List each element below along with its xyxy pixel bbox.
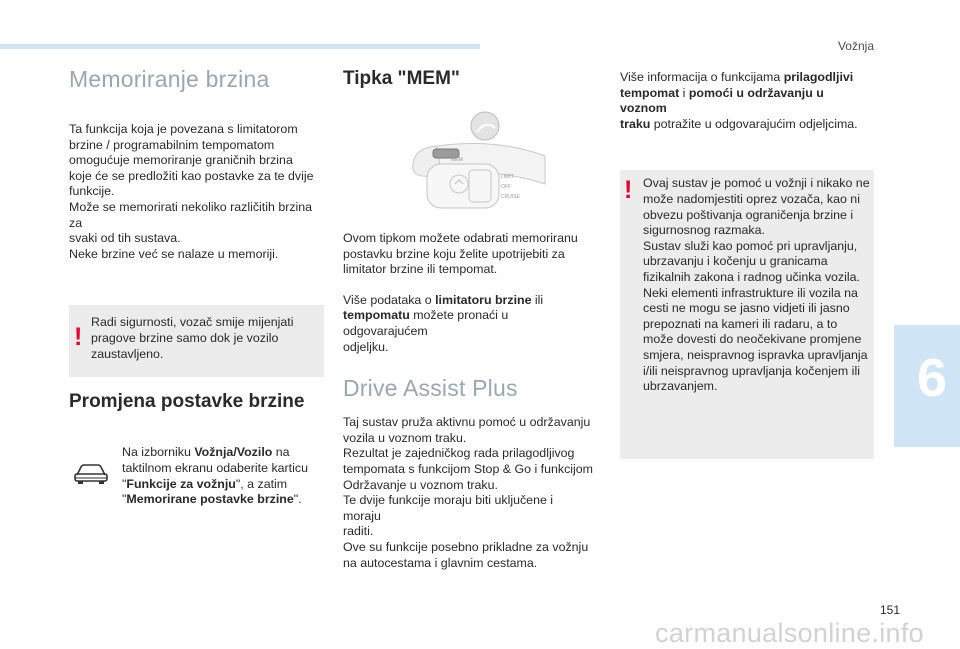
text-line: svaki od tih sustava. bbox=[69, 231, 181, 246]
text-line: Taj sustav pruža aktivnu pomoć u održavanju bbox=[343, 415, 591, 430]
text-line: Sustav služi kao pomoć pri upravljanju, bbox=[643, 238, 858, 253]
text-line: vozila u voznom traku. bbox=[343, 430, 467, 445]
drive-assist-paragraph bbox=[343, 415, 593, 571]
mem-description bbox=[343, 231, 593, 278]
text-line bbox=[122, 492, 327, 508]
text-line bbox=[122, 477, 327, 493]
watermark: carmanualsonline.info bbox=[655, 618, 924, 648]
text-line bbox=[343, 308, 593, 339]
column-speed-memory bbox=[69, 64, 324, 515]
text-run: ili bbox=[531, 292, 544, 307]
menu-name: Vožnja/Vozilo bbox=[194, 445, 273, 460]
text-run: možete pronaći u odgovarajućem bbox=[343, 308, 509, 338]
intro-paragraph bbox=[69, 122, 324, 262]
column-more-info bbox=[620, 64, 874, 459]
text-run: " bbox=[122, 476, 127, 491]
column-mem-button bbox=[343, 64, 593, 571]
mem-label: MEM bbox=[451, 157, 463, 163]
term-cruise: tempomat bbox=[620, 85, 680, 100]
text-line: može nadomjestiti oprez vozača, kao ni bbox=[643, 191, 860, 206]
car-icon bbox=[73, 461, 109, 485]
text-line: prepoznati na kameri ili radaru, a to bbox=[643, 316, 838, 331]
text-line: Neki elementi infrastrukture ili vozila na bbox=[643, 285, 858, 300]
text-run: Na izborniku bbox=[122, 445, 195, 460]
text-line: koje će se predložiti kao postavke za te dvije bbox=[69, 168, 314, 183]
limit-label: LIMIT bbox=[501, 174, 514, 180]
text-line: ubrzavanjem. bbox=[643, 379, 718, 394]
text-line: cesti ne mogu se jasno vidjeti ili jasno bbox=[643, 301, 850, 316]
page-number: 151 bbox=[880, 603, 901, 617]
instruction-text bbox=[122, 445, 327, 507]
text-line: zaustavljeno. bbox=[91, 346, 164, 361]
text-line: limitator brzine ili tempomat. bbox=[343, 262, 498, 277]
text-line: fizikalnih zakona i radnog učinka vozila. bbox=[643, 269, 860, 284]
chapter-tab bbox=[894, 325, 960, 447]
instruction-block bbox=[69, 445, 324, 515]
off-label: OFF bbox=[501, 184, 511, 190]
text-line: postavku brzine koju želite upotrijebiti za bbox=[343, 246, 565, 261]
section-label: Vožnja bbox=[837, 39, 874, 53]
heading-change-speed-setting: Promjena postavke brzine bbox=[69, 391, 305, 413]
text-line: na autocestama i glavnim cestama. bbox=[343, 555, 538, 570]
text-run: na bbox=[272, 445, 290, 460]
term-adaptive: prilagodljivi bbox=[783, 70, 854, 84]
text-run: ". bbox=[293, 492, 302, 507]
text-line bbox=[122, 445, 327, 461]
heading-mem-button: Tipka "MEM" bbox=[343, 68, 460, 89]
text-run: potražite u odgovarajućim odjeljcima. bbox=[650, 116, 858, 131]
text-line: Ta funkcija koja je povezana s limitatorom bbox=[69, 122, 298, 136]
driving-aid-warning-box bbox=[620, 170, 874, 459]
heading-speed-memory: Memoriranje brzina bbox=[69, 66, 270, 92]
text-line: tempomata s funkcijom Stop & Go i funkcijom bbox=[343, 461, 593, 476]
text-line: sigurnosnog razmaka. bbox=[643, 223, 765, 238]
chapter-number: 6 bbox=[917, 348, 948, 408]
more-info-paragraph bbox=[343, 293, 593, 355]
text-line: Održavanje u voznom traku. bbox=[343, 477, 498, 492]
text-line: obvezu poštivanja ograničenja brzine i bbox=[643, 207, 854, 222]
text-line: Radi sigurnosti, vozač smije mijenjati bbox=[91, 315, 294, 330]
cruise-label: CRUISE bbox=[501, 194, 520, 200]
option-name: Memorirane postavke brzine bbox=[126, 492, 294, 507]
text-line: odjeljku. bbox=[343, 339, 389, 354]
text-run: i bbox=[679, 85, 689, 100]
text-line bbox=[620, 117, 874, 133]
text-line bbox=[620, 70, 874, 86]
warning-text bbox=[643, 176, 871, 394]
term-lane-keeping: pomoći u održavanju u voznom bbox=[620, 85, 824, 116]
warning-exclamation-icon: ! bbox=[74, 323, 83, 352]
tab-name: Funkcije za vožnju bbox=[126, 476, 236, 491]
related-functions-paragraph bbox=[620, 70, 874, 132]
text-line: pragove brzine samo dok je vozilo bbox=[91, 330, 279, 345]
text-run: " bbox=[122, 492, 127, 507]
term-cruise: tempomatu bbox=[343, 308, 410, 323]
text-line: Ovaj sustav je pomoć u vožnji i nikako ne bbox=[643, 176, 870, 191]
warning-text bbox=[91, 315, 316, 362]
text-line: i/ili neispravnog upravljanja kočenjem ili bbox=[643, 363, 860, 378]
steering-control-diagram bbox=[407, 108, 547, 218]
text-line: Rezultat je zajedničkog rada prilagodljivog bbox=[343, 446, 575, 461]
text-line: taktilnom ekranu odaberite karticu bbox=[122, 460, 308, 475]
text-line: omogućuje memoriranje graničnih brzina bbox=[69, 153, 293, 168]
text-line: Ove su funkcije posebno prikladne za vožnju bbox=[343, 539, 589, 554]
term-lane: traku bbox=[620, 116, 651, 131]
text-line: raditi. bbox=[343, 524, 374, 539]
text-run: Više podataka o bbox=[343, 292, 436, 307]
safety-warning-box bbox=[69, 305, 324, 377]
text-line: Neke brzine već se nalaze u memoriji. bbox=[69, 246, 279, 261]
text-run: ", a zatim bbox=[235, 476, 288, 491]
text-line: Može se memorirati nekoliko različitih brzina za bbox=[69, 199, 313, 230]
text-line bbox=[620, 86, 874, 117]
text-line: brzine / programabilnim tempomatom bbox=[69, 137, 275, 152]
text-line: ubrzavanju i kočenju u granicama bbox=[643, 254, 828, 269]
text-line bbox=[343, 293, 593, 309]
warning-exclamation-icon: ! bbox=[624, 176, 633, 205]
header-accent-bar bbox=[0, 44, 480, 49]
text-run: Više informacija o funkcijama bbox=[620, 70, 784, 84]
text-line: Ovom tipkom možete odabrati memoriranu bbox=[343, 231, 578, 245]
term-limiter: limitatoru brzine bbox=[435, 292, 532, 307]
text-line: smjera, neispravnog ispravka upravljanja bbox=[643, 347, 868, 362]
heading-drive-assist-plus: Drive Assist Plus bbox=[343, 375, 518, 402]
text-line: funkcije. bbox=[69, 184, 115, 199]
text-line: može dovesti do neočekivane promjene bbox=[643, 332, 862, 347]
text-line: Te dvije funkcije moraju biti uključene i moraju bbox=[343, 493, 554, 523]
